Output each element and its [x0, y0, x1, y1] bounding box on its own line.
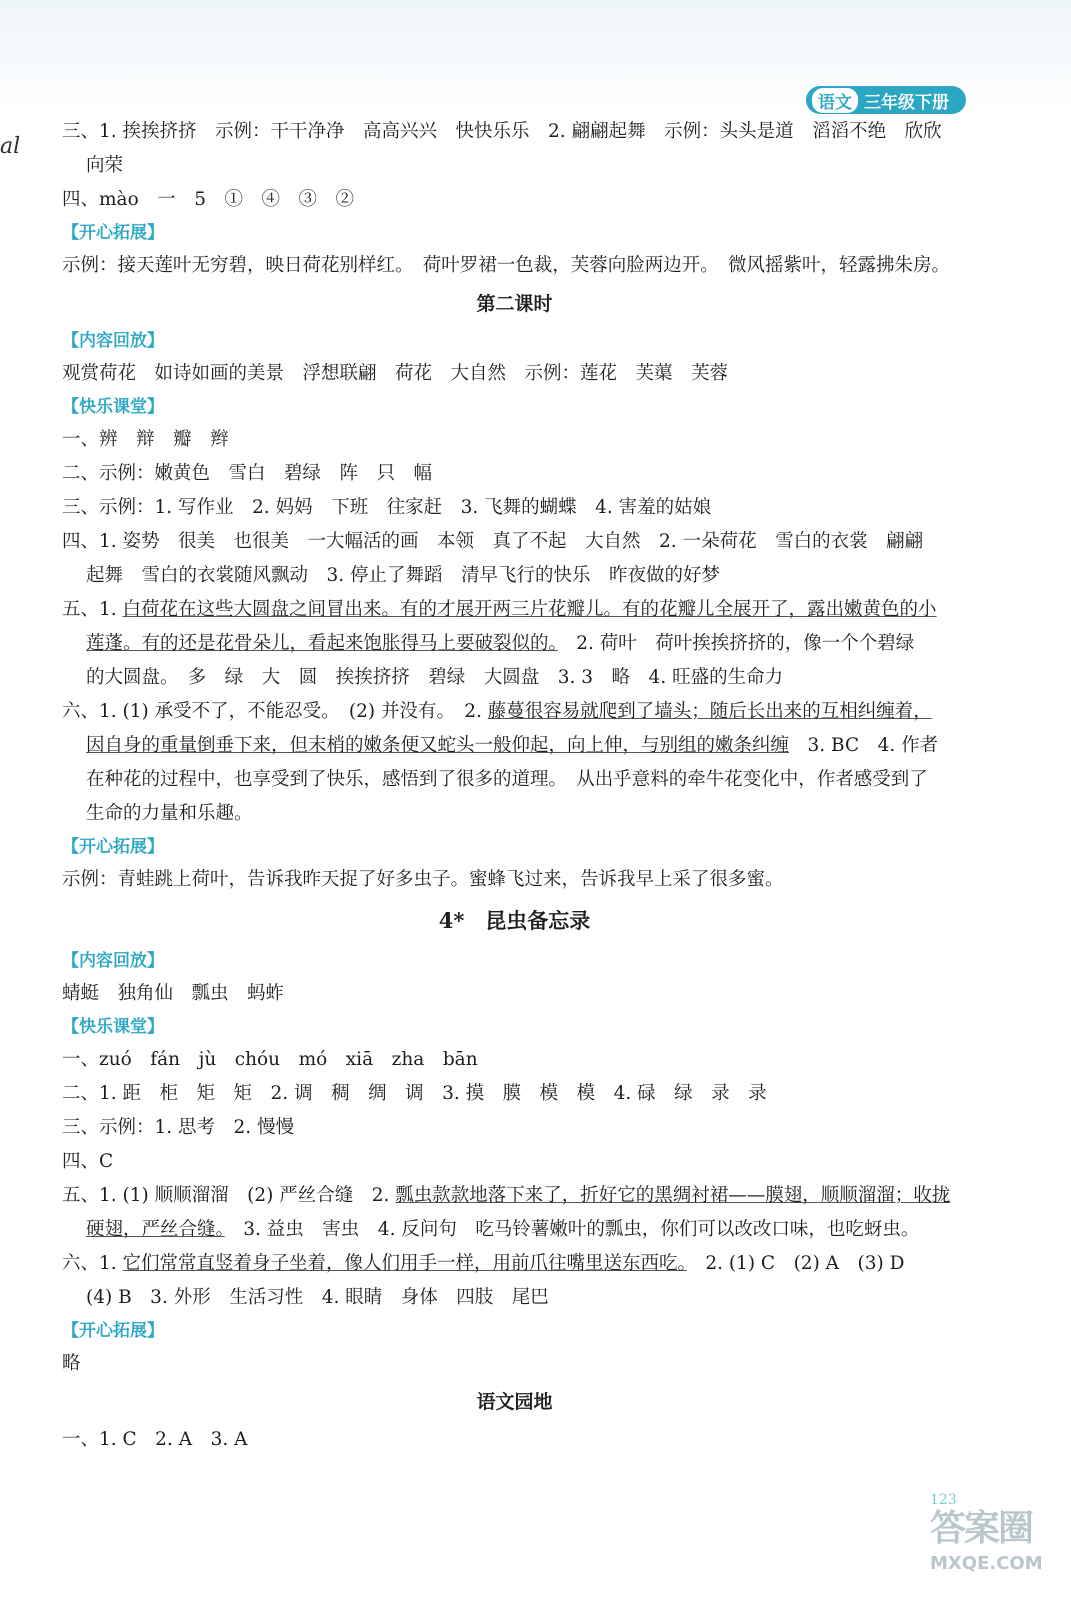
answer-line — [62, 729, 967, 763]
section-heading: 【开心拓展】 — [62, 223, 164, 243]
answer-line: 略 — [62, 1353, 81, 1374]
lesson-title: 第二课时 — [476, 293, 553, 315]
answer-line: 三、示例：1. 思考 2. 慢慢 — [62, 1117, 295, 1138]
answer-line: 蜻蜓 独角仙 瓢虫 蚂蚱 — [62, 983, 285, 1004]
underlined-answer: 它们常常直竖着身子坐着，像人们用手一样，用前爪往嘴里送东西吃。 — [122, 1253, 687, 1274]
section-heading: 【快乐课堂】 — [62, 397, 164, 417]
underlined-answer: 因自身的重量倒垂下来，但末梢的嫩条便又蛇头一般仰起，向上伸，与别组的嫩条纠缠 — [86, 735, 790, 756]
section-heading: 【开心拓展】 — [62, 1321, 164, 1341]
answer-line — [62, 695, 967, 729]
answer-text: 六、1. — [62, 1253, 123, 1274]
header-badge — [806, 86, 966, 114]
underlined-answer: 白荷花在这些大圆盘之间冒出来。有的才展开两三片花瓣儿。有的花瓣儿全展开了，露出嫩黄色的小 — [122, 599, 937, 620]
answer-line: 示例：接天莲叶无穷碧，映日荷花别样红。 荷叶罗裙一色裁，芙蓉向脸两边开。 微风摇紫叶，轻露拂朱房。 — [62, 255, 951, 276]
answer-line: 四、mào 一 5 ① ④ ③ ② — [62, 189, 354, 210]
section-heading: 【内容回放】 — [62, 331, 164, 351]
answer-text: 2. (1) C (2) A (3) D — [686, 1253, 905, 1274]
answer-line: 二、1. 距 柜 矩 矩 2. 调 稠 绸 调 3. 摸 膜 模 模 4. 碌 绿 录 录 — [62, 1083, 767, 1104]
answer-text: 五、1. — [62, 599, 123, 620]
answer-line — [62, 593, 967, 627]
watermark-site: MXQE.COM — [930, 1553, 1043, 1574]
underlined-answer: 藤蔓很容易就爬到了墙头；随后长出来的互相纠缠着， — [487, 701, 932, 722]
answer-line: (4) B 3. 外形 生活习性 4. 眼睛 身体 四肢 尾巴 — [86, 1287, 549, 1308]
answer-line: 三、示例：1. 写作业 2. 妈妈 下班 往家赶 3. 飞舞的蝴蝶 4. 害羞的姑娘 — [62, 497, 712, 518]
answer-text: 2. 荷叶 荷叶挨挨挤挤的，像一个个碧绿 — [557, 633, 915, 654]
section-heading: 【内容回放】 — [62, 951, 164, 971]
grade-label: 三年级下册 — [864, 92, 949, 113]
answer-line: 观赏荷花 如诗如画的美景 浮想联翩 荷花 大自然 示例：莲花 芙蕖 芙蓉 — [62, 363, 729, 384]
answer-line: 二、示例：嫩黄色 雪白 碧绿 阵 只 幅 — [62, 463, 433, 484]
answer-line — [62, 627, 967, 661]
answer-line: 四、C — [62, 1151, 114, 1172]
answer-line: 三、1. 挨挨挤挤 示例：干干净净 高高兴兴 快快乐乐 2. 翩翩起舞 示例：头头是道 滔滔不绝 欣欣 — [62, 121, 942, 142]
underlined-answer: 莲蓬。有的还是花骨朵儿，看起来饱胀得马上要破裂似的。 — [86, 633, 558, 654]
edge-mark: al — [0, 134, 21, 159]
answer-text: 3. 益虫 害虫 4. 反问句 吃马铃薯嫩叶的瓢虫，你们可以改改口味，也吃蚜虫。 — [224, 1219, 920, 1240]
answer-line: 的大圆盘。 多 绿 大 圆 挨挨挤挤 碧绿 大圆盘 3. 3 略 4. 旺盛的生命力 — [86, 667, 784, 688]
answer-line: 起舞 雪白的衣裳随风飘动 3. 停止了舞蹈 清早飞行的快乐 昨夜做的好梦 — [86, 565, 721, 586]
answer-page — [62, 115, 967, 1457]
answer-text: 3. BC 4. 作者 — [789, 735, 939, 756]
section-heading: 【开心拓展】 — [62, 837, 164, 857]
answer-line: 一、辨 辩 瓣 辫 — [62, 429, 229, 450]
watermark-logo-text: 答案圈 — [930, 1508, 1033, 1549]
answer-line: 生命的力量和乐趣。 — [86, 803, 253, 824]
answer-line — [62, 1213, 967, 1247]
answer-line: 在种花的过程中，也享受到了快乐，感悟到了很多的道理。 从出乎意料的牵牛花变化中，作者感受到了 — [86, 769, 928, 790]
answer-line: 一、zuó fán jù chóu mó xiā zha bān — [62, 1049, 478, 1070]
lesson-title: 4* 昆虫备忘录 — [438, 908, 591, 933]
answer-line: 向荣 — [86, 155, 124, 176]
answer-line: 四、1. 姿势 很美 也很美 一大幅活的画 本领 真了不起 大自然 2. 一朵荷花 雪白的衣裳 翩翩 — [62, 531, 924, 552]
watermark-logo — [930, 1500, 1058, 1578]
answer-text: 五、1. (1) 顺顺溜溜 (2) 严丝合缝 2. — [62, 1185, 396, 1206]
underlined-answer: 硬翅，严丝合缝。 — [86, 1219, 225, 1240]
lesson-title: 语文园地 — [476, 1391, 553, 1413]
section-heading: 【快乐课堂】 — [62, 1017, 164, 1037]
answer-text: 六、1. (1) 承受不了，不能忍受。 (2) 并没有。 2. — [62, 701, 488, 722]
underlined-answer: 瓢虫款款地落下来了，折好它的黑绸衬裙——膜翅，顺顺溜溜；收拢 — [395, 1185, 951, 1206]
page-number: 123 — [930, 1492, 957, 1508]
subject-label: 语文 — [812, 88, 858, 113]
answer-line — [62, 1247, 967, 1281]
answer-line: 一、1. C 2. A 3. A — [62, 1429, 248, 1450]
answer-line — [62, 1179, 967, 1213]
answer-line: 示例：青蛙跳上荷叶，告诉我昨天捉了好多虫子。蜜蜂飞过来，告诉我早上采了很多蜜。 — [62, 869, 784, 890]
